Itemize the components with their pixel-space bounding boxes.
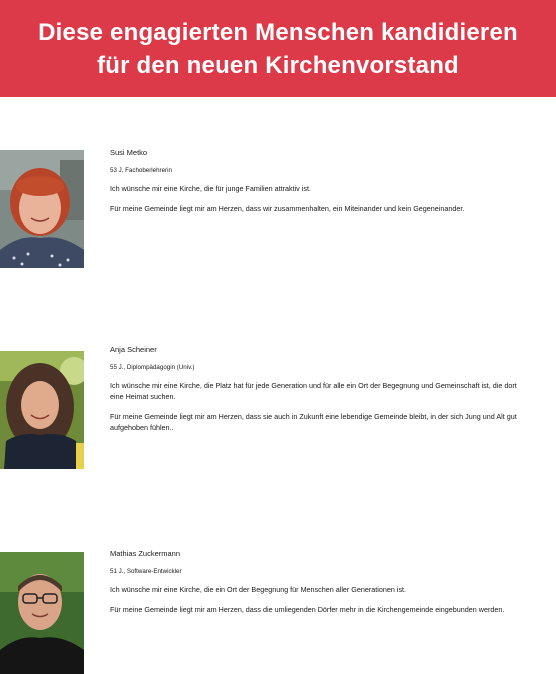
candidate-role: 51 J., Software-Entwickler <box>110 568 182 575</box>
candidate-role: 55 J., Diplompädagogin (Univ.) <box>110 364 195 371</box>
candidate-statement-church: Ich wünsche mir eine Kirche, die für junge Familien attraktiv ist. <box>110 184 311 193</box>
page-title-line-1: Diese engagierten Menschen kandidieren <box>38 18 518 46</box>
page-header <box>0 0 556 97</box>
candidate-info <box>110 345 520 442</box>
candidate-photo <box>0 552 84 674</box>
candidate-statement-community: Für meine Gemeinde liegt mir am Herzen, dass sie auch in Zukunft eine lebendige Gemeinde bleibt, in der sich Jung und Alt gut aufgehoben fühlen.. <box>110 412 517 432</box>
candidate-name: Anja Scheiner <box>110 345 157 354</box>
portrait-woman-red-hair-icon <box>0 150 84 268</box>
page-title-line-2: für den neuen Kirchenvorstand <box>97 51 459 79</box>
candidate-photo <box>0 150 84 268</box>
candidate-statement-community: Für meine Gemeinde liegt mir am Herzen, dass wir zusammenhalten, ein Miteinander und kein Gegeneinander. <box>110 204 465 213</box>
candidate-photo <box>0 351 84 469</box>
portrait-man-glasses-icon <box>0 552 84 674</box>
portrait-woman-curly-hair-icon <box>0 351 84 469</box>
candidate-name: Mathias Zuckermann <box>110 549 181 558</box>
candidate-statement-church: Ich wünsche mir eine Kirche, die Platz hat für jede Generation und für alle ein Ort der Begegnung und Gemeinschaft ist, die dort eine Heimat suchen. <box>110 381 517 401</box>
candidate-statement-church: Ich wünsche mir eine Kirche, die ein Ort der Begegnung für Menschen aller Generationen ist. <box>110 585 407 594</box>
candidate-statement-community: Für meine Gemeinde liegt mir am Herzen, dass die umliegenden Dörfer mehr in die Kirchengemeinde eingebunden werden. <box>110 605 505 614</box>
candidate-role: 53 J, Fachoberlehrerin <box>110 167 172 174</box>
candidate-name: Susi Metko <box>110 148 148 157</box>
candidate-info <box>110 549 520 624</box>
candidate-info <box>110 148 520 223</box>
